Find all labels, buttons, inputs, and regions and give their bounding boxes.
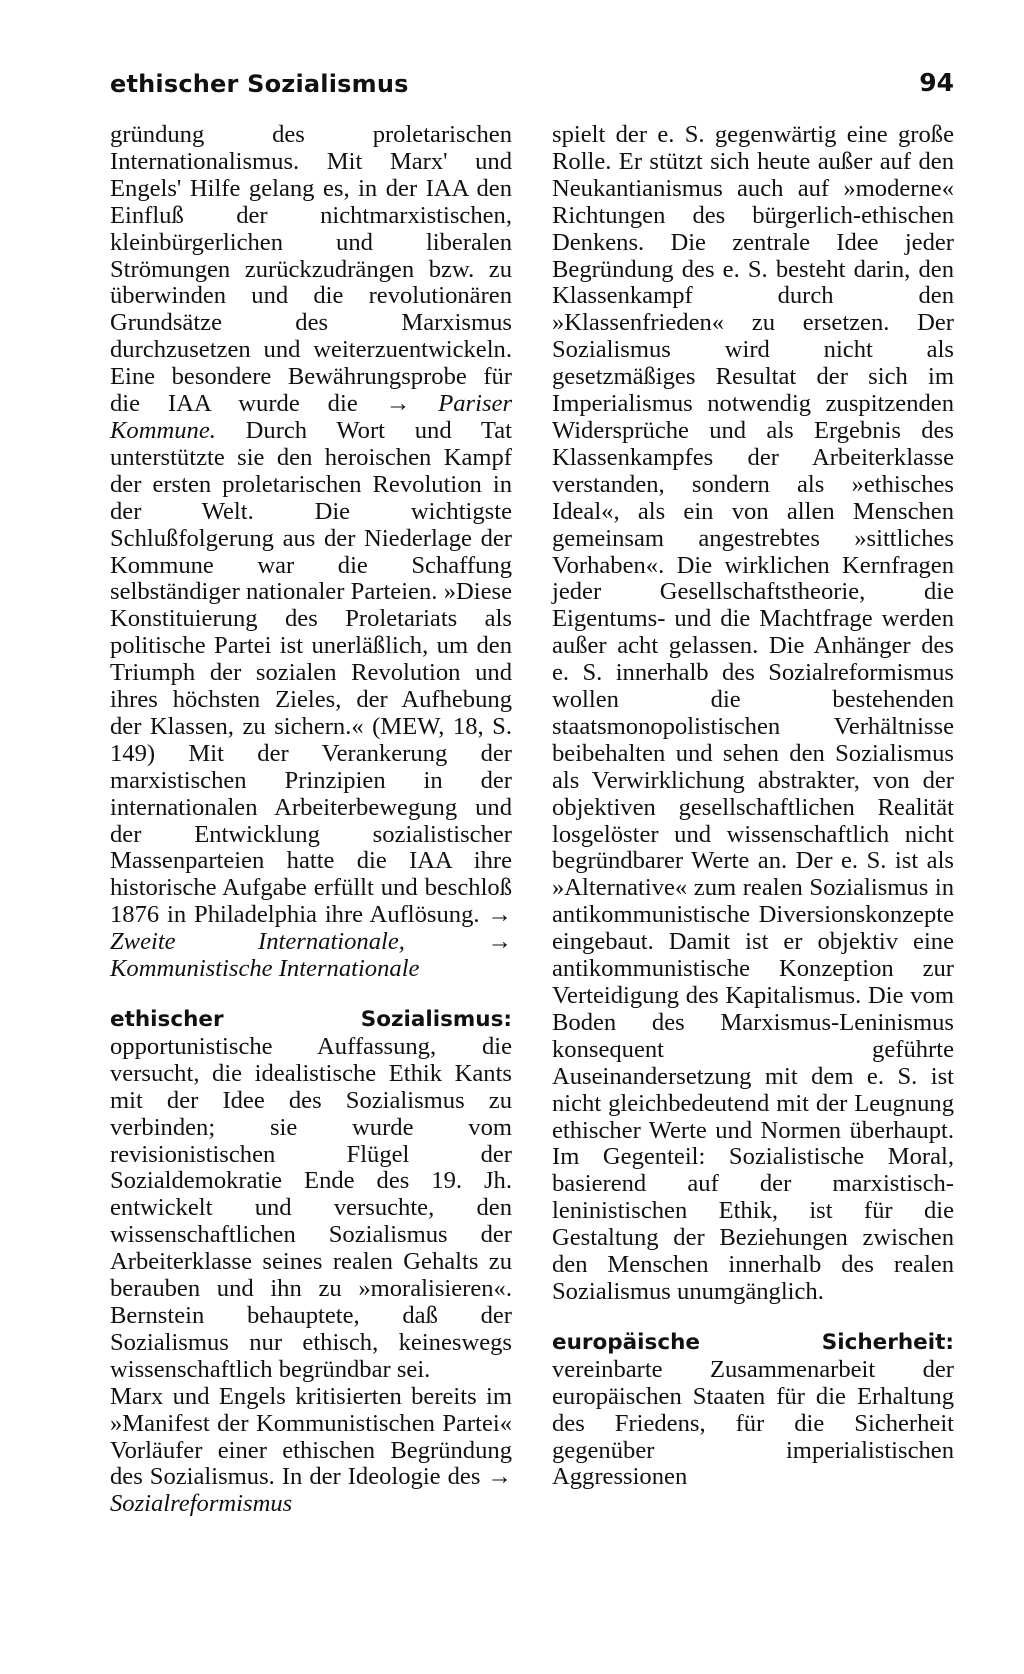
cross-reference-arrow: → bbox=[487, 1463, 512, 1491]
entry-headword: europäische Sicherheit: bbox=[552, 1329, 954, 1355]
entry-text: Marx und Engels kritisierten bereits im »Manifest der Kommunistischen Partei« Vorläufer einer ethischen Begründung des Sozialismus. In der Ideologie des bbox=[110, 1382, 512, 1491]
cross-reference-zweite-internationale: Zweite Internationale, bbox=[110, 928, 405, 956]
cross-reference-pariser-kommune: Pariser Kommune. bbox=[110, 390, 513, 444]
entry-europaeische-sicherheit bbox=[552, 1329, 954, 1491]
page-number: 94 bbox=[919, 68, 954, 97]
entry-headword: ethischer Sozialismus: bbox=[110, 1007, 512, 1032]
entry-text: vereinbarte Zusammenarbeit der europäischen Staaten für die Erhaltung des Friedens, für die Sicherheit gegenüber imperialistischen Aggressionen bbox=[552, 1355, 954, 1491]
entry-paragraph bbox=[110, 1384, 512, 1519]
cross-reference-sozialreformismus: Sozialreformismus bbox=[110, 1490, 293, 1518]
running-head: ethischer Sozialismus bbox=[110, 70, 409, 98]
page-header bbox=[110, 64, 954, 104]
left-column bbox=[110, 122, 512, 1518]
continued-entry-iaa bbox=[110, 122, 512, 983]
entry-text: spielt der e. S. gegenwärtig eine große Rolle. Er stützt sich heute außer auf den Neukantianismus auch auf »moderne« Richtungen des bürgerlich-ethischen Denkens. Die zentrale Idee jeder Begründung des e. S. besteht darin, den Klassenkampf durch den »Klassenfrieden« zu ersetzen. Der Sozialismus wird nicht als gesetzmäßiges Resultat der sich im Imperialismus notwendig zuspitzenden Widersprüche und als Ergebnis des Klassenkampfes der Arbeiterklasse verstanden, sondern als »ethisches Ideal«, als ein von allen Menschen gemeinsam angestrebtes »sittliches Vorhaben«. Die wirklichen Kernfragen jeder Gesellschaftstheorie, die Eigentums- und die Machtfrage werden außer acht gelassen. Die Anhänger des e. S. innerhalb des Sozialreformismus wollen die bestehenden staatsmonopolistischen Verhältnisse beibehalten und sehen den Sozialismus als Verwirklichung abstrakter, von der objektiven gesellschaftlichen Realität losgelöster und wissenschaftlich nicht begründbarer Werte an. Der e. S. ist als »Alternative« zum realen Sozialismus in antikommunistische Diversionskonzepte eingebaut. Damit ist er objektiv eine antikommunistische Konzeption zur Verteidigung des Kapitalismus. Die vom Boden des Marxismus-Leninismus konsequent geführte Auseinandersetzung mit dem e. S. ist nicht gleichbedeutend mit der Leugnung ethischer Werte und Normen überhaupt. Im Gegenteil: Sozialistische Moral, basierend auf der marxistisch-leninistischen Ethik, ist für die Gestaltung der Beziehungen zwischen den Menschen innerhalb des realen Sozialismus unumgänglich. bbox=[552, 121, 954, 1305]
cross-reference-arrow: → bbox=[487, 901, 512, 929]
cross-reference-kommunistische-internationale: Kommunistische Internationale bbox=[110, 955, 420, 983]
right-column bbox=[552, 122, 954, 1491]
cross-reference-arrow: → bbox=[385, 390, 411, 418]
cross-reference-arrow: → bbox=[487, 928, 512, 956]
entry-text: gründung des proletarischen Internationalismus. Mit Marx' und Engels' Hilfe gelang es, in der IAA den Einfluß der nichtmarxistischen, kleinbürgerlichen und liberalen Strömungen zurückzudrängen bzw. zu überwinden und die revolutionären Grundsätze des Marxismus durchzusetzen und weiterzuentwickeln. Eine besondere Bewährungsprobe für die IAA wurde die bbox=[110, 121, 512, 418]
entry-text: Durch Wort und Tat unterstützte sie den heroischen Kampf der ersten proletarischen Revolution in der Welt. Die wichtigste Schlußfolgerung aus der Niederlage der Kommune war die Schaffung selbständiger nationaler Parteien. »Diese Konstituierung des Proletariats als politische Partei ist unerläßlich, um den Triumph der sozialen Revolution und ihres höchsten Zieles, der Aufhebung der Klassen, zu sichern.« (MEW, 18, S. 149) Mit der Verankerung der marxistischen Prinzipien in der internationalen Arbeiterbewegung und der Entwicklung sozialistischer Massenparteien hatte die IAA ihre historische Aufgabe erfüllt und beschloß 1876 in Philadelphia ihre Auflösung. bbox=[110, 416, 512, 929]
entry-text: opportunistische Auffassung, die versucht, die idealistische Ethik Kants mit der Idee des Sozialismus zu verbinden; sie wurde vom revisionistischen Flügel der Sozialdemokratie Ende des 19. Jh. entwickelt und versuchte, den wissenschaftlichen Sozialismus der Arbeiterklasse seines realen Gehalts zu berauben und ihn zu »moralisieren«. Bernstein behauptete, daß der Sozialismus nur ethisch, keineswegs wissenschaftlich begründbar sei. bbox=[110, 1032, 512, 1383]
continued-entry-ethischer-sozialismus bbox=[552, 122, 954, 1306]
entry-ethischer-sozialismus bbox=[110, 1006, 512, 1384]
